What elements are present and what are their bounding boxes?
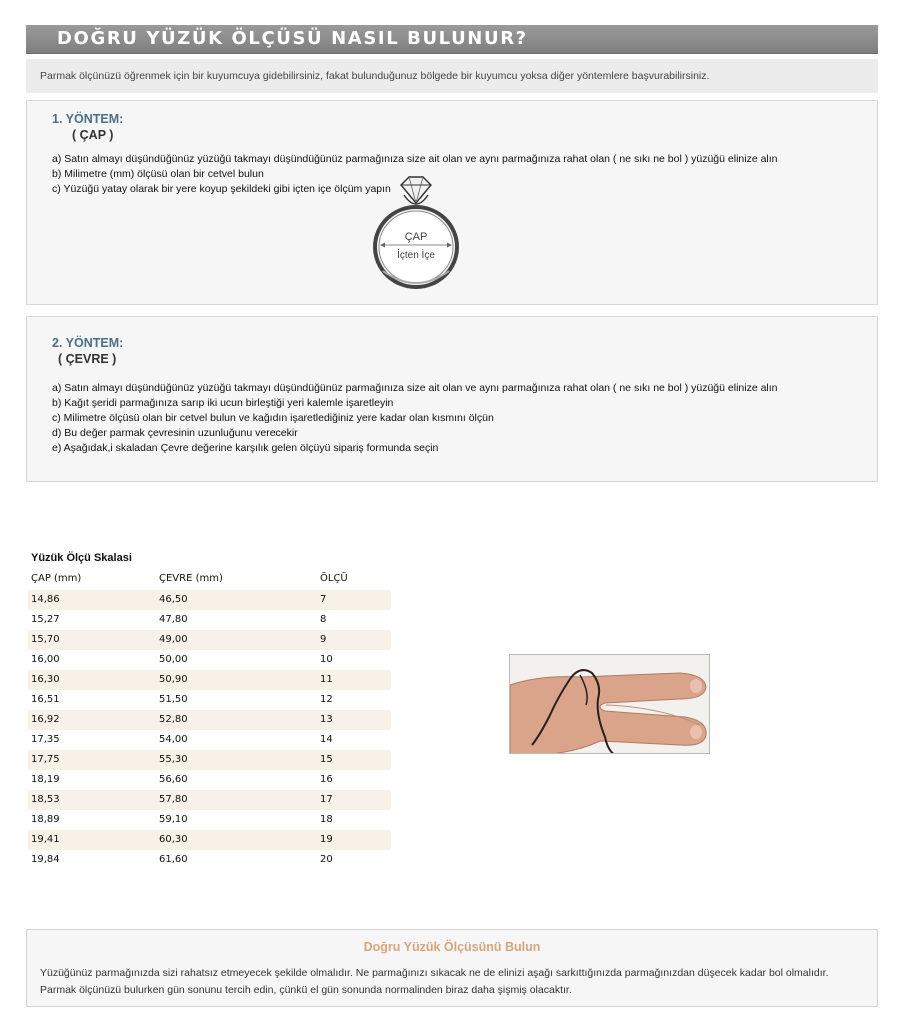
ring-label-inner: İçten İçe <box>397 250 435 261</box>
cell-cevre: 57,80 <box>159 794 188 805</box>
cell-cevre: 55,30 <box>159 754 188 765</box>
page-title: DOĞRU YÜZÜK ÖLÇÜSÜ NASIL BULUNUR? <box>57 28 528 49</box>
cell-cevre: 59,10 <box>159 814 188 825</box>
cell-olcu: 13 <box>320 714 333 725</box>
method-2-step-e: e) Aşağıdak,i skaladan Çevre değerine karşılık gelen ölçüyü sipariş formunda seçin <box>52 442 439 454</box>
cell-olcu: 7 <box>320 594 327 605</box>
table-row <box>28 750 391 770</box>
diamond-icon <box>401 177 431 204</box>
cell-cevre: 50,90 <box>159 674 188 685</box>
cell-cap: 16,00 <box>31 654 60 665</box>
cell-cap: 15,27 <box>31 614 60 625</box>
cell-cap: 16,51 <box>31 694 60 705</box>
table-row <box>28 610 391 630</box>
intro-panel <box>26 59 878 93</box>
cell-cap: 18,89 <box>31 814 60 825</box>
table-body <box>28 590 391 870</box>
table-row <box>28 650 391 670</box>
cell-cevre: 56,60 <box>159 774 188 785</box>
footer-text: Yüzüğünüz parmağınızda sizi rahatsız etmeyecek şekilde olmalıdır. Ne parmağınızı sıkacak ne de elinizi aşağı sarkıttığınızda parmağınızdan düşecek kadar bol olmalıdır. Parmak ölçünüzü bulurken gün sonunu tercih edin, çünkü el gün sonunda normalinden biraz daha şişmiş olacaktır. <box>40 967 829 996</box>
page-header-bar <box>26 25 878 54</box>
method-2-step-d: d) Bu değer parmak çevresinin uzunluğunu verecekir <box>52 427 298 439</box>
footer-title: Doğru Yüzük Ölçüsünü Bulun <box>363 940 541 954</box>
cell-cap: 17,75 <box>31 754 60 765</box>
column-header-olcu: ÖLÇÜ <box>320 573 348 584</box>
cell-cevre: 50,00 <box>159 654 188 665</box>
column-header-cap: ÇAP (mm) <box>31 573 82 584</box>
cell-olcu: 10 <box>320 654 333 665</box>
scale-title: Yüzük Ölçü Skalasi <box>31 552 132 564</box>
table-row <box>28 790 391 810</box>
cell-cevre: 54,00 <box>159 734 188 745</box>
cell-cevre: 47,80 <box>159 614 188 625</box>
cell-cap: 14,86 <box>31 594 60 605</box>
table-row <box>28 770 391 790</box>
ring-diameter-illustration <box>371 173 461 293</box>
table-row <box>28 670 391 690</box>
method-1-title: 1. YÖNTEM: <box>52 112 124 126</box>
cell-cap: 16,92 <box>31 714 60 725</box>
cell-olcu: 11 <box>320 674 333 685</box>
method-2-step-a: a) Satın almayı düşündüğünüz yüzüğü takmayı düşündüğünüz parmağınıza size ait olan ve aynı parmağınıza rahat olan ( ne sıkı ne bol ) yüzüğü elinize alın <box>52 382 778 394</box>
cell-olcu: 9 <box>320 634 327 645</box>
method-2-step-c: c) Milimetre ölçüsü olan bir cetvel bulun ve kağıdın işaretlediğiniz yere kadar olan kısmını ölçün <box>52 412 494 424</box>
table-row <box>28 830 391 850</box>
method-1-panel <box>26 100 878 305</box>
cell-cap: 19,84 <box>31 854 60 865</box>
table-row <box>28 630 391 650</box>
table-row <box>28 730 391 750</box>
cell-olcu: 16 <box>320 774 333 785</box>
cell-cevre: 52,80 <box>159 714 188 725</box>
footer-panel <box>26 929 878 1007</box>
cell-cevre: 61,60 <box>159 854 188 865</box>
ring-label-cap: ÇAP <box>404 231 428 243</box>
cell-cevre: 46,50 <box>159 594 188 605</box>
cell-olcu: 20 <box>320 854 333 865</box>
cell-olcu: 19 <box>320 834 333 845</box>
intro-text: Parmak ölçünüzü öğrenmek için bir kuyumcuya gidebilirsiniz, fakat bulunduğunuz bölgede bir kuyumcu yoksa diğer yöntemlere başvurabilirsiniz. <box>40 70 710 82</box>
cell-cap: 18,53 <box>31 794 60 805</box>
cell-olcu: 14 <box>320 734 333 745</box>
table-row <box>28 690 391 710</box>
cell-cap: 19,41 <box>31 834 60 845</box>
cell-cevre: 60,30 <box>159 834 188 845</box>
finger-measurement-photo <box>509 654 710 754</box>
table-row <box>28 710 391 730</box>
table-row <box>28 590 391 610</box>
ring-size-table <box>28 570 391 870</box>
table-row <box>28 810 391 830</box>
table-header-row <box>28 570 391 590</box>
table-row <box>28 850 391 870</box>
method-1-subtitle: ( ÇAP ) <box>72 128 114 142</box>
cell-olcu: 8 <box>320 614 327 625</box>
cell-olcu: 12 <box>320 694 333 705</box>
method-1-step-a: a) Satın almayı düşündüğünüz yüzüğü takmayı düşündüğünüz parmağınıza size ait olan ve aynı parmağınıza rahat olan ( ne sıkı ne bol ) yüzüğü elinize alın <box>52 153 778 165</box>
cell-cevre: 49,00 <box>159 634 188 645</box>
method-2-title: 2. YÖNTEM: <box>52 336 124 350</box>
cell-olcu: 17 <box>320 794 333 805</box>
method-1-step-b: b) Milimetre (mm) ölçüsü olan bir cetvel bulun <box>52 168 264 180</box>
column-header-cevre: ÇEVRE (mm) <box>159 573 223 584</box>
method-2-step-b: b) Kağıt şeridi parmağınıza sarıp iki ucun birleştiği yeri kalemle işaretleyin <box>52 397 394 409</box>
cell-cevre: 51,50 <box>159 694 188 705</box>
cell-olcu: 15 <box>320 754 333 765</box>
method-2-panel <box>26 316 878 482</box>
cell-cap: 17,35 <box>31 734 60 745</box>
cell-cap: 15,70 <box>31 634 60 645</box>
cell-olcu: 18 <box>320 814 333 825</box>
method-1-step-c: c) Yüzüğü yatay olarak bir yere koyup şekildeki gibi içten içe ölçüm yapın <box>52 183 391 195</box>
cell-cap: 18,19 <box>31 774 60 785</box>
method-2-subtitle: ( ÇEVRE ) <box>58 352 117 366</box>
cell-cap: 16,30 <box>31 674 60 685</box>
